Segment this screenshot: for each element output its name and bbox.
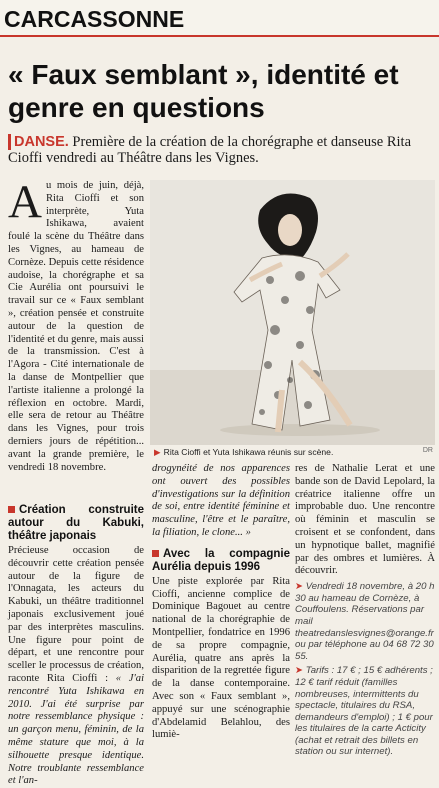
dancer-illustration: [150, 180, 435, 445]
photo-caption: ▶ Rita Cioffi et Yuta Ishikawa réunis sur scène.: [154, 447, 334, 457]
section1-column: [8, 504, 144, 788]
article-photo: [150, 180, 435, 445]
header-rule: [0, 35, 439, 37]
arrow-icon: ➤: [295, 665, 306, 677]
section-header: [0, 0, 439, 36]
col3-text: res de Nathalie Lerat et une bande son de David Lepolard, la créatrice italienne offre un improbable duo. Une rencontre où féminin et masculin se croisent et se confondent, dans un hypnotique ballet, magnifié par des ombres et lumières. À découvrir.: [295, 463, 435, 577]
section-name: CARCASSONNE: [4, 6, 185, 32]
info-event: ➤ Vendredi 18 novembre, à 20 h 30 au hameau de Cornèze, à Couffoulens. Réservations par mail theatredanslesvignes@orange.fr ou par téléphone au 04 68 72 30 55.: [295, 581, 435, 662]
info-prices: ➤ Tarifs : 17 € ; 15 € adhérents ; 12 € tarif réduit (familles nombreuses, intermittents du spectacle, titulaires du RSA, demandeurs d'emploi) ; 1 € pour les titulaires de la carte Acticity (achat et retrait des billets en station ou sur internet).: [295, 665, 433, 758]
section1-text: Précieuse occasion de découvrir cette création pensée autour de la figure de l'Onnagata, les acteurs du Kabuki, un théâtre traditionnel japonais exclusivement joué par des interprètes masculins. Une figure pour point de départ, et une rencontre pour sceller le processus de création, raconte Rita Cioffi :: [8, 545, 144, 684]
kicker-label: DANSE.: [8, 134, 69, 150]
section1-quote: « J'ai rencontré Yuta Ishikawa en 2010. J'ai été surprise par notre ressemblance physique : un garçon menu, féminin, de la même stature que moi, à la silhouette presque identique. Notre troublante ressemblance et l'an-: [8, 672, 145, 787]
kicker: [8, 134, 433, 166]
kicker-text: Première de la création de la chorégraphe et danseuse Rita Cioffi vendredi au Théâtre dans les Vignes.: [8, 134, 411, 166]
bullet-square-icon: [152, 550, 159, 557]
headline: « Faux semblant », identité et genre en questions: [8, 59, 399, 123]
bullet-square-icon: [8, 506, 15, 513]
section2-text: Une piste explorée par Rita Cioffi, ancienne complice de Dominique Bagouet au centre national de la chorégraphie de Montpellier, fondatrice en 1996 de sa propre compagnie, Aurélia, quatre ans après la disparition de la regrettée figure de la danse contemporaine. Avec son « Faux semblant », appuyé sur une scénographie d'Abdelamid Belahlou, des lumiè-: [152, 575, 290, 741]
lead-text: u mois de juin, déjà, Rita Cioffi et son interprète, Yuta Ishikawa, avaient foulé la scène du Théâtre dans les Vignes, au hameau de Cornèze. Depuis cette résidence audoise, la chorégraphe et sa Cie Aurélia ont poursuivi le travail sur ce « Faux semblant », création pensée et construite autour de la question de l'identité et du genre, mais aussi de la transmission. C'est à l'Agora - Cité internationale de la danse de Montpellier que l'artiste italienne a prolongé la réflexion en octobre. Mardi, elle sera de retour au Théâtre dans les Vignes, pour trois derniers jours de répétition... avant la grande première, le vendredi 18 novembre.: [8, 180, 144, 473]
section1-subhead: Création construite autour du Kabuki, théâtre japonais: [8, 504, 144, 542]
quote-continued: drogynéité de nos apparences ont ouvert des possibles d'investigations sur la définition de soi, entre identité féminine et masculine, l'être et le paraître, la filiation, le clone... »: [152, 463, 290, 538]
middle-column: [152, 463, 290, 742]
photo-credit: DR: [422, 447, 433, 454]
right-column: [295, 463, 435, 758]
caption-arrow-icon: ▶: [154, 447, 161, 457]
drop-cap: A: [8, 176, 42, 228]
arrow-icon: ➤: [295, 581, 306, 593]
section2-subhead: Avec la compagnie Aurélia depuis 1996: [152, 547, 290, 573]
lead-column: [8, 176, 144, 474]
